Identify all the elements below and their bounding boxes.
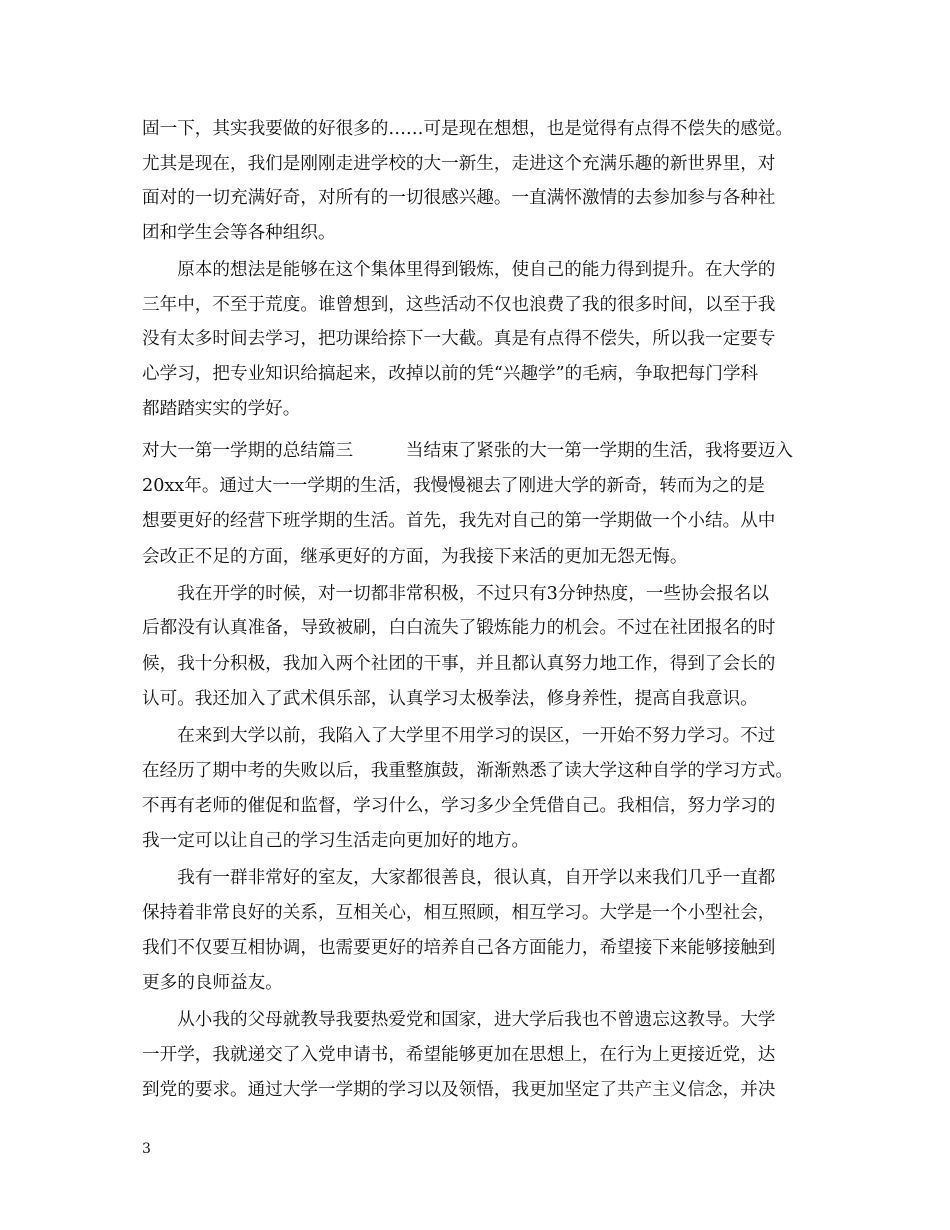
text-line: 在来到大学以前，我陷入了大学里不用学习的误区，一开始不努力学习。不过 bbox=[142, 726, 776, 746]
text-line: 想要更好的经营下班学期的生活。首先，我先对自己的第一学期做一个小结。从中 bbox=[142, 511, 776, 531]
text-line: 我一定可以让自己的学习生活走向更加好的地方。 bbox=[142, 831, 530, 851]
text-line: 没有太多时间去学习，把功课给捺下一大截。真是有点得不偿失，所以我一定要专 bbox=[142, 329, 776, 349]
text-line: 会改正不足的方面，继承更好的方面，为我接下来活的更加无怨无悔。 bbox=[142, 547, 688, 567]
text-line: 都踏踏实实的学好。 bbox=[142, 399, 301, 419]
text-line: 在经历了期中考的失败以后，我重整旗鼓，渐渐熟悉了读大学这种自学的学习方式。 bbox=[142, 761, 793, 781]
text-line: 我在开学的时候，对一切都非常积极，不过只有3分钟热度，一些协会报名以 bbox=[142, 584, 769, 604]
text-line: 三年中，不至于荒度。谁曾想到，这些活动不仅也浪费了我的很多时间，以至于我 bbox=[142, 295, 776, 315]
text-line: 心学习，把专业知识给搞起来，改掉以前的凭“兴趣学”的毛病，争取把每门学科 bbox=[142, 364, 759, 384]
text-line: 固一下，其实我要做的好很多的……可是现在想想，也是觉得有点得不偿失的感觉。 bbox=[142, 119, 793, 139]
text-line: 从小我的父母就教导我要热爱党和国家，进大学后我也不曾遗忘这教导。大学 bbox=[142, 1010, 776, 1030]
text-line: 面对的一切充满好奇，对所有的一切很感兴趣。一直满怀激情的去参加参与各种社 bbox=[142, 188, 776, 208]
page-number: 3 bbox=[142, 1141, 151, 1157]
text-line: 后都没有认真准备，导致被刷，白白流失了锻炼能力的机会。不过在社团报名的时 bbox=[142, 618, 776, 638]
text-line: 到党的要求。通过大学一学期的学习以及领悟，我更加坚定了共产主义信念，并决 bbox=[142, 1080, 776, 1100]
text-line: 保持着非常良好的关系，互相关心，相互照顾，相互学习。大学是一个小型社会， bbox=[142, 903, 776, 923]
text-line: 尤其是现在，我们是刚刚走进学校的大一新生，走进这个充满乐趣的新世界里，对 bbox=[142, 154, 776, 174]
text-line: 我们不仅要互相协调，也需要更好的培养自己各方面能力，希望接下来能够接触到 bbox=[142, 938, 776, 958]
text-line: 团和学生会等各种组织。 bbox=[142, 223, 336, 243]
text-line: 我有一群非常好的室友，大家都很善良，很认真，自开学以来我们几乎一直都 bbox=[142, 868, 776, 888]
text-line: 候，我十分积极，我加入两个社团的干事，并且都认真努力地工作，得到了会长的 bbox=[142, 654, 776, 674]
section-heading-line: 对大一第一学期的总结篇三 当结束了紧张的大一第一学期的生活，我将要迈入 bbox=[142, 441, 793, 461]
text-line: 一开学，我就递交了入党申请书，希望能够更加在思想上，在行为上更接近党，达 bbox=[142, 1045, 776, 1065]
text-line: 不再有老师的催促和监督，学习什么，学习多少全凭借自己。我相信，努力学习的 bbox=[142, 796, 776, 816]
text-line: 认可。我还加入了武术俱乐部，认真学习太极拳法，修身养性，提高自我意识。 bbox=[142, 689, 758, 709]
text-line: 更多的良师益友。 bbox=[142, 973, 283, 993]
text-line: 20xx年。通过大一一学期的生活，我慢慢褪去了刚进大学的新奇，转而为之的是 bbox=[142, 476, 765, 496]
text-line: 原本的想法是能够在这个集体里得到锻炼，使自己的能力得到提升。在大学的 bbox=[142, 260, 776, 280]
